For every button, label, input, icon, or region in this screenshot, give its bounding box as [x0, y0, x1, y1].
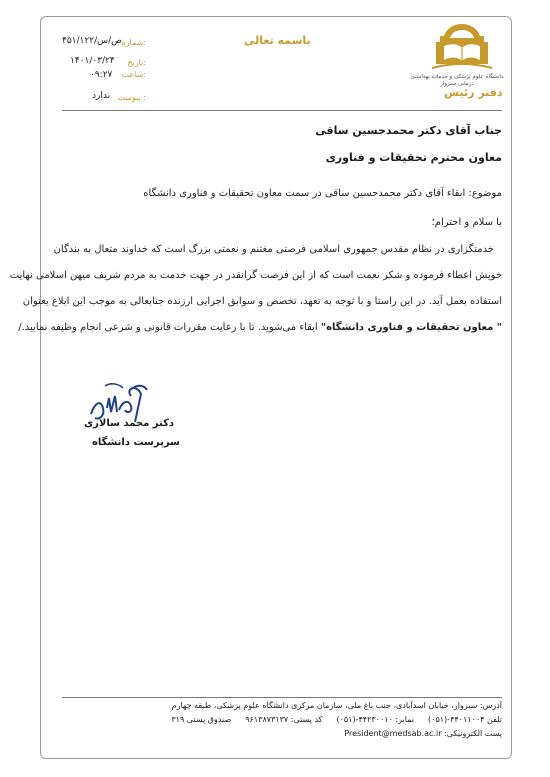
paragraph-line-4	[18, 322, 502, 333]
header-divider	[62, 110, 502, 111]
university-logo-icon	[422, 20, 502, 78]
paragraph-line-2: خویش اعطاء فرموده و شکر نعمت است که از این فرصت گرانقدر در جهت خدمت به مردم شریف میهن اسلامی نهایت	[9, 270, 502, 281]
basmala-heading: باسمه تعالی	[244, 34, 311, 47]
addressee-title: معاون محترم تحقیقات و فناوری	[325, 151, 502, 164]
greeting: با سلام و احترام؛	[431, 217, 502, 228]
footer-phone: تلفن ۴۴۰۱۱۰۰۴-(۰۵۱)	[428, 715, 502, 724]
signer-title: سرپرست دانشگاه	[92, 437, 180, 448]
number-value: ۴۵۱/ص/س/۱۲۲	[62, 36, 122, 46]
footer-address: آدرس: سبزوار، خیابان اسدآبادی، جنب باغ ملی، سازمان مرکزی دانشگاه علوم پزشکی، طبقه چهارم	[171, 701, 502, 710]
attachment-value: ندارد	[92, 91, 111, 101]
signer-name: دکتر محمد سالاری	[84, 418, 175, 429]
footer-contacts	[171, 715, 502, 724]
footer-postal-code: کد پستی: ۹۶۱۳۸۷۳۱۳۷	[245, 715, 323, 724]
paragraph-line-4-rest: ابقاء می‌شوید. تا با رعایت مقررات قانونی و شرعی انجام وظیفه نمایید./	[18, 322, 321, 333]
date-label: تاریخ:	[127, 58, 146, 67]
footer-divider	[62, 697, 502, 698]
office-title: دفتر رئیس	[444, 86, 503, 99]
time-value: ۰۹:۲۷	[90, 70, 113, 80]
footer-fax: نمابر: ۴۴۲۳۰۰۱۰-(۰۵۱)	[336, 715, 415, 724]
logo-caption: دانشگاه علوم پزشکی و خدمات بهداشتی درمانی سبزوار	[410, 74, 504, 87]
number-label: شماره:	[121, 38, 146, 47]
subject-line: موضوع: ابقاء آقای دکتر محمدحسین ساقی در سمت معاون تحقیقات و فناوری دانشگاه	[143, 188, 502, 199]
paragraph-line-3: استفاده بعمل آید. در این راستا و با توجه به تعهد، تخصص و سوابق اجرایی ارزنده جنابعالی به موجب این ابلاغ بعنوان	[22, 296, 502, 307]
footer-po-box: صندوق پستی ۳۱۹	[171, 715, 232, 724]
date-value: ۱۴۰۱/۰۳/۲۴	[70, 56, 115, 66]
attachment-label: پیوست :	[117, 93, 146, 102]
addressee-name: جناب آقای دکتر محمدحسین ساقی	[315, 124, 502, 137]
appointment-title: " معاون تحقیقات و فناوری دانشگاه"	[320, 322, 502, 333]
time-label: ساعت:	[121, 70, 146, 79]
paragraph-line-1: خدمتگزاری در نظام مقدس جمهوری اسلامی فرصتی مغتنم و نعمتی بزرگ است که خداوند متعال به بندگان	[53, 244, 494, 255]
footer-email: پست الکترونیکی: President@medsab.ac.ir	[344, 729, 502, 738]
